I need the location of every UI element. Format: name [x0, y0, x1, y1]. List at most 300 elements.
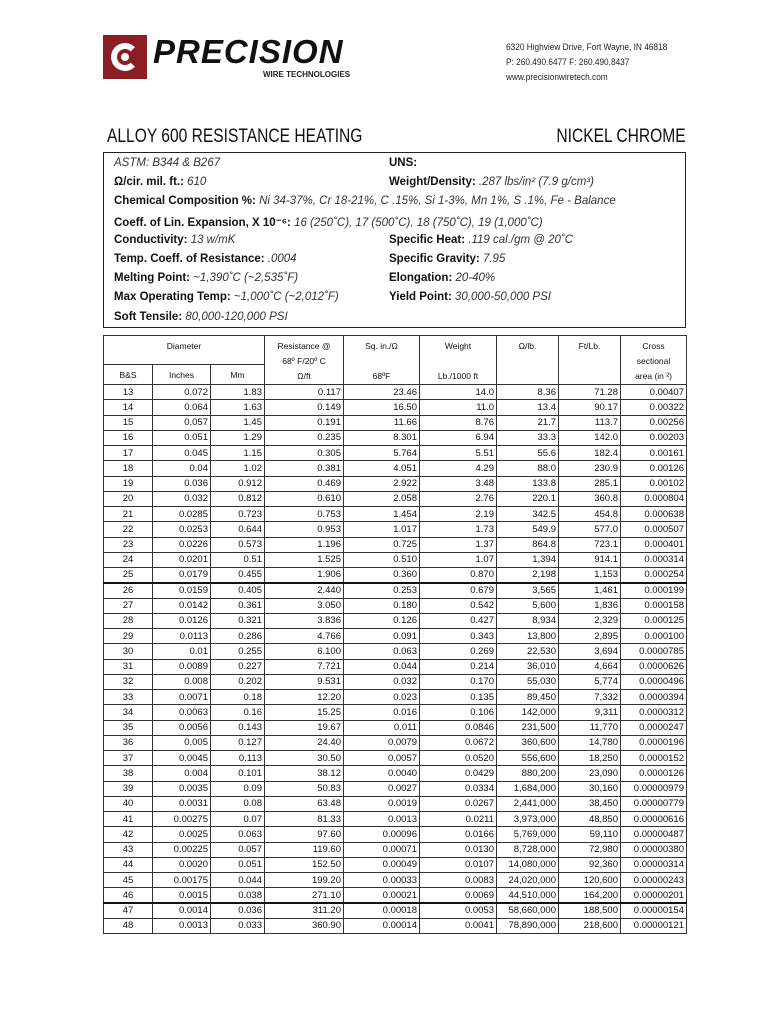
table-cell: 92,360 [559, 857, 621, 872]
table-cell: 0.036 [153, 476, 211, 491]
table-cell: 11,770 [559, 720, 621, 735]
table-cell: 0.00322 [621, 400, 687, 415]
table-cell: 0.00161 [621, 446, 687, 461]
table-cell: 0.0226 [153, 537, 211, 552]
table-cell: 0.101 [211, 766, 265, 781]
table-cell: 1.73 [420, 522, 497, 537]
table-cell: 0.011 [344, 720, 420, 735]
table-cell: 28 [104, 613, 153, 628]
table-cell: 0.044 [211, 873, 265, 888]
table-cell: 0.00407 [621, 385, 687, 400]
table-cell: 8,934 [497, 613, 559, 628]
prop-label: Melting Point: [114, 272, 191, 285]
table-cell: 1.37 [420, 537, 497, 552]
table-cell: 0.0013 [153, 918, 211, 933]
table-cell: 0.045 [153, 446, 211, 461]
company-contact [506, 40, 667, 85]
table-cell: 0.0015 [153, 888, 211, 903]
table-cell: 0.202 [211, 674, 265, 689]
table-cell: 5.51 [420, 446, 497, 461]
table-cell: 46 [104, 888, 153, 903]
table-cell: 41 [104, 812, 153, 827]
table-cell: 218,600 [559, 918, 621, 933]
table-cell: 0.00000380 [621, 842, 687, 857]
table-cell: 0.321 [211, 613, 265, 628]
table-row [104, 766, 687, 781]
table-cell: 0.360 [344, 568, 420, 583]
table-row [104, 705, 687, 720]
table-cell: 1,836 [559, 598, 621, 613]
table-row [104, 598, 687, 613]
table-row [104, 720, 687, 735]
table-cell: 1.45 [211, 415, 265, 430]
table-cell: 24 [104, 552, 153, 567]
table-cell: 0.191 [265, 415, 344, 430]
table-cell: 0.004 [153, 766, 211, 781]
header-ft-per-lb: Ft/Lb. [559, 336, 621, 385]
table-cell: 285.1 [559, 476, 621, 491]
table-cell: 0.04 [153, 461, 211, 476]
header-cross-section [621, 336, 687, 385]
table-cell: 1.454 [344, 507, 420, 522]
table-cell: 1,461 [559, 583, 621, 598]
table-cell: 0.812 [211, 491, 265, 506]
header-line: Ω/ft [297, 371, 311, 381]
table-row [104, 385, 687, 400]
prop-value: 20-40% [455, 272, 496, 285]
table-row [104, 796, 687, 811]
table-cell: 0.0211 [420, 812, 497, 827]
table-cell: 164,200 [559, 888, 621, 903]
table-cell: 0.18 [211, 690, 265, 705]
table-cell: 120,600 [559, 873, 621, 888]
table-cell: 133.8 [497, 476, 559, 491]
table-cell: 0.032 [153, 491, 211, 506]
table-cell: 50.83 [265, 781, 344, 796]
table-cell: 360.8 [559, 491, 621, 506]
table-cell: 2,895 [559, 629, 621, 644]
table-cell: 220.1 [497, 491, 559, 506]
table-cell: 0.0040 [344, 766, 420, 781]
table-cell: 342.5 [497, 507, 559, 522]
table-cell: 0.033 [211, 918, 265, 933]
table-cell: 0.00102 [621, 476, 687, 491]
table-cell: 9,311 [559, 705, 621, 720]
header-line: Sq. in./Ω [365, 341, 398, 351]
header-bs: B&S [104, 365, 153, 385]
header-resistance [265, 336, 344, 385]
astm: ASTM: B344 & B267 [114, 157, 221, 169]
table-cell: 14.0 [420, 385, 497, 400]
table-cell: 38.12 [265, 766, 344, 781]
table-cell: 59,110 [559, 827, 621, 842]
table-cell: 35 [104, 720, 153, 735]
table-cell: 0.00256 [621, 415, 687, 430]
table-cell: 0.00000979 [621, 781, 687, 796]
table-cell: 723.1 [559, 537, 621, 552]
table-cell: 0.00021 [344, 888, 420, 903]
table-cell: 40 [104, 796, 153, 811]
table-cell: 0.0142 [153, 598, 211, 613]
table-cell: 36 [104, 735, 153, 750]
table-cell: 0.0083 [420, 873, 497, 888]
table-cell: 0.573 [211, 537, 265, 552]
prop-value: .119 cal./gm @ 20˚C [468, 233, 574, 246]
table-cell: 2.76 [420, 491, 497, 506]
table-cell: 55.6 [497, 446, 559, 461]
table-cell: 13 [104, 385, 153, 400]
table-cell: 549.9 [497, 522, 559, 537]
table-cell: 1,684,000 [497, 781, 559, 796]
prop-value: 30,000-50,000 PSI [455, 291, 551, 304]
address: 6320 Highview Drive, Fort Wayne, IN 46818 [506, 42, 668, 52]
table-row [104, 751, 687, 766]
table-cell: 0.01 [153, 644, 211, 659]
table-cell: 0.0063 [153, 705, 211, 720]
table-cell: 63.48 [265, 796, 344, 811]
table-cell: 3.050 [265, 598, 344, 613]
table-row [104, 613, 687, 628]
table-cell: 22 [104, 522, 153, 537]
table-cell: 0.0000785 [621, 644, 687, 659]
table-cell: 17 [104, 446, 153, 461]
table-cell: 9.531 [265, 674, 344, 689]
table-row [104, 903, 687, 918]
table-cell: 0.057 [153, 415, 211, 430]
table-cell: 0.0201 [153, 552, 211, 567]
table-cell: 0.00000314 [621, 857, 687, 872]
table-row [104, 659, 687, 674]
table-cell: 152.50 [265, 857, 344, 872]
table-cell: 18 [104, 461, 153, 476]
header-line: area (in ²) [635, 371, 672, 381]
table-cell: 142,000 [497, 705, 559, 720]
table-cell: 78,890,000 [497, 918, 559, 933]
table-row [104, 446, 687, 461]
table-cell: 81.33 [265, 812, 344, 827]
table-cell: 39 [104, 781, 153, 796]
table-cell: 360.90 [265, 918, 344, 933]
table-cell: 4.29 [420, 461, 497, 476]
table-cell: 0.00225 [153, 842, 211, 857]
header-weight [420, 336, 497, 385]
prop-label: Yield Point: [389, 291, 452, 304]
table-cell: 0.126 [344, 613, 420, 628]
table-cell: 26 [104, 583, 153, 598]
table-cell: 0.00018 [344, 903, 420, 918]
table-cell: 44,510,000 [497, 888, 559, 903]
company-logo [103, 35, 353, 81]
table-cell: 0.753 [265, 507, 344, 522]
table-cell: 0.064 [153, 400, 211, 415]
table-cell: 97.60 [265, 827, 344, 842]
table-cell: 0.469 [265, 476, 344, 491]
table-cell: 0.032 [344, 674, 420, 689]
prop-value: 7.95 [482, 252, 506, 265]
table-cell: 0.036 [211, 903, 265, 918]
table-cell: 24,020,000 [497, 873, 559, 888]
table-cell: 0.0079 [344, 735, 420, 750]
table-cell: 30.50 [265, 751, 344, 766]
table-cell: 23.46 [344, 385, 420, 400]
table-row [104, 430, 687, 445]
table-cell: 0.072 [153, 385, 211, 400]
header-line: Weight [444, 341, 472, 351]
table-cell: 16.50 [344, 400, 420, 415]
table-cell: 44 [104, 857, 153, 872]
table-cell: 0.00000487 [621, 827, 687, 842]
table-cell: 48 [104, 918, 153, 933]
table-cell: 0.044 [344, 659, 420, 674]
table-cell: 0.679 [420, 583, 497, 598]
table-cell: 21 [104, 507, 153, 522]
table-cell: 0.235 [265, 430, 344, 445]
table-cell: 0.008 [153, 674, 211, 689]
table-cell: 0.0267 [420, 796, 497, 811]
table-cell: 32 [104, 674, 153, 689]
table-row [104, 674, 687, 689]
table-cell: 0.0000626 [621, 659, 687, 674]
table-cell: 0.51 [211, 552, 265, 567]
table-cell: 0.0179 [153, 568, 211, 583]
table-cell: 33 [104, 690, 153, 705]
table-cell: 0.00014 [344, 918, 420, 933]
table-row [104, 629, 687, 644]
prop-label: Chemical Composition %: [114, 195, 256, 208]
table-cell: 88.0 [497, 461, 559, 476]
header-line: Cross [642, 341, 665, 351]
table-cell: 0.381 [265, 461, 344, 476]
table-cell: 0.170 [420, 674, 497, 689]
page-title: ALLOY 600 RESISTANCE HEATING [107, 126, 363, 147]
table-row [104, 781, 687, 796]
table-cell: 4.766 [265, 629, 344, 644]
table-cell: 0.117 [265, 385, 344, 400]
logo-mark-icon [103, 35, 147, 79]
header-diameter: Diameter [104, 336, 265, 365]
table-cell: 0.00049 [344, 857, 420, 872]
prop-value: Ni 34-37%, Cr 18-21%, C .15%, Si 1-3%, Mn 1%, S .1%, Fe - Balance [259, 195, 616, 208]
table-cell: 13.4 [497, 400, 559, 415]
table-cell: 0.0000152 [621, 751, 687, 766]
table-cell: 0.0013 [344, 812, 420, 827]
table-cell: 19 [104, 476, 153, 491]
table-cell: 14,780 [559, 735, 621, 750]
table-cell: 12.20 [265, 690, 344, 705]
table-cell: 15 [104, 415, 153, 430]
table-row [104, 491, 687, 506]
table-cell: 20 [104, 491, 153, 506]
table-row [104, 461, 687, 476]
table-cell: 72,980 [559, 842, 621, 857]
table-cell: 22,530 [497, 644, 559, 659]
table-cell: 0.269 [420, 644, 497, 659]
table-cell: 23 [104, 537, 153, 552]
prop-value: 80,000-120,000 PSI [185, 310, 288, 323]
table-cell: 0.953 [265, 522, 344, 537]
table-cell: 0.725 [344, 537, 420, 552]
table-cell: 7.721 [265, 659, 344, 674]
table-cell: 5,600 [497, 598, 559, 613]
website-link[interactable]: www.precisionwiretech.com [506, 72, 608, 82]
header-line: Resistance @ [277, 341, 331, 351]
table-cell: 0.455 [211, 568, 265, 583]
table-cell: 15.25 [265, 705, 344, 720]
table-row [104, 827, 687, 842]
table-cell: 42 [104, 827, 153, 842]
table-row [104, 583, 687, 598]
table-cell: 24.40 [265, 735, 344, 750]
table-cell: 182.4 [559, 446, 621, 461]
table-cell: 0.057 [211, 842, 265, 857]
table-cell: 0.644 [211, 522, 265, 537]
prop-label: Elongation: [389, 272, 453, 285]
header-inches: Inches [153, 365, 211, 385]
table-cell: 5,769,000 [497, 827, 559, 842]
phone-fax: P: 260.490.6477 F: 260.490.8437 [506, 57, 630, 67]
table-cell: 58,660,000 [497, 903, 559, 918]
table-cell: 11.66 [344, 415, 420, 430]
table-cell: 90.17 [559, 400, 621, 415]
table-cell: 0.0045 [153, 751, 211, 766]
table-cell: 0.427 [420, 613, 497, 628]
table-cell: 271.10 [265, 888, 344, 903]
table-cell: 0.305 [265, 446, 344, 461]
prop-label: Ω/cir. mil. ft.: [114, 176, 184, 189]
table-cell: 1.63 [211, 400, 265, 415]
wire-gauge-table [103, 335, 687, 934]
table-cell: 0.0334 [420, 781, 497, 796]
table-cell: 0.00071 [344, 842, 420, 857]
header-line: 68º F/20º C [282, 356, 326, 366]
table-cell: 0.343 [420, 629, 497, 644]
table-cell: 0.870 [420, 568, 497, 583]
table-cell: 29 [104, 629, 153, 644]
table-row [104, 415, 687, 430]
table-cell: 0.0107 [420, 857, 497, 872]
table-cell: 0.00096 [344, 827, 420, 842]
table-cell: 1.906 [265, 568, 344, 583]
table-cell: 1.15 [211, 446, 265, 461]
table-cell: 4,664 [559, 659, 621, 674]
table-cell: 16 [104, 430, 153, 445]
table-cell: 0.00000201 [621, 888, 687, 903]
table-cell: 0.00033 [344, 873, 420, 888]
table-cell: 1.83 [211, 385, 265, 400]
table-cell: 0.0056 [153, 720, 211, 735]
table-cell: 38 [104, 766, 153, 781]
table-cell: 2,441,000 [497, 796, 559, 811]
header-mm: Mm [211, 365, 265, 385]
table-row [104, 857, 687, 872]
prop-value: .0004 [267, 252, 297, 265]
table-cell: 0.542 [420, 598, 497, 613]
table-cell: 33.3 [497, 430, 559, 445]
table-cell: 0.0166 [420, 827, 497, 842]
table-cell: 0.091 [344, 629, 420, 644]
table-cell: 0.00203 [621, 430, 687, 445]
table-cell: 864.8 [497, 537, 559, 552]
table-cell: 0.000100 [621, 629, 687, 644]
table-cell: 0.00000779 [621, 796, 687, 811]
table-cell: 0.255 [211, 644, 265, 659]
table-cell: 0.0053 [420, 903, 497, 918]
table-cell: 0.00000121 [621, 918, 687, 933]
table-cell: 0.149 [265, 400, 344, 415]
table-cell: 0.0014 [153, 903, 211, 918]
table-cell: 0.0520 [420, 751, 497, 766]
table-cell: 0.000254 [621, 568, 687, 583]
table-cell: 0.000401 [621, 537, 687, 552]
table-cell: 8.301 [344, 430, 420, 445]
table-cell: 0.00000243 [621, 873, 687, 888]
table-cell: 38,450 [559, 796, 621, 811]
table-cell: 1.02 [211, 461, 265, 476]
table-cell: 31 [104, 659, 153, 674]
table-cell: 0.0027 [344, 781, 420, 796]
prop-label: Weight/Density: [389, 176, 476, 189]
table-cell: 577.0 [559, 522, 621, 537]
table-row [104, 476, 687, 491]
table-cell: 2,198 [497, 568, 559, 583]
prop-value: 13 w/mK [190, 233, 236, 246]
table-row [104, 644, 687, 659]
table-cell: 0.000804 [621, 491, 687, 506]
table-cell: 3.836 [265, 613, 344, 628]
table-cell: 880,200 [497, 766, 559, 781]
table-cell: 0.0000126 [621, 766, 687, 781]
table-cell: 0.00275 [153, 812, 211, 827]
table-cell: 0.0000312 [621, 705, 687, 720]
table-cell: 6.100 [265, 644, 344, 659]
table-cell: 21.7 [497, 415, 559, 430]
table-cell: 2.058 [344, 491, 420, 506]
table-cell: 0.063 [211, 827, 265, 842]
table-cell: 7,332 [559, 690, 621, 705]
table-cell: 0.0000196 [621, 735, 687, 750]
table-cell: 36,010 [497, 659, 559, 674]
table-cell: 0.09 [211, 781, 265, 796]
table-cell: 0.0285 [153, 507, 211, 522]
table-row [104, 842, 687, 857]
table-cell: 13,800 [497, 629, 559, 644]
table-cell: 0.000158 [621, 598, 687, 613]
table-cell: 0.610 [265, 491, 344, 506]
header-ohm-per-lb: Ω/lb. [497, 336, 559, 385]
table-cell: 0.0019 [344, 796, 420, 811]
table-cell: 0.07 [211, 812, 265, 827]
table-row [104, 918, 687, 933]
table-row [104, 812, 687, 827]
table-cell: 2,329 [559, 613, 621, 628]
table-cell: 0.051 [153, 430, 211, 445]
table-cell: 0.0253 [153, 522, 211, 537]
table-cell: 0.0025 [153, 827, 211, 842]
table-row [104, 735, 687, 750]
table-row [104, 507, 687, 522]
table-cell: 556,600 [497, 751, 559, 766]
table-cell: 0.0057 [344, 751, 420, 766]
header-line: sectional [636, 356, 671, 366]
table-cell: 0.005 [153, 735, 211, 750]
table-cell: 48,850 [559, 812, 621, 827]
table-cell: 0.0071 [153, 690, 211, 705]
table-cell: 2.19 [420, 507, 497, 522]
table-cell: 45 [104, 873, 153, 888]
page-subtitle: NICKEL CHROME [556, 126, 686, 147]
logo-wordmark: PRECISION [153, 33, 344, 70]
table-cell: 0.051 [211, 857, 265, 872]
